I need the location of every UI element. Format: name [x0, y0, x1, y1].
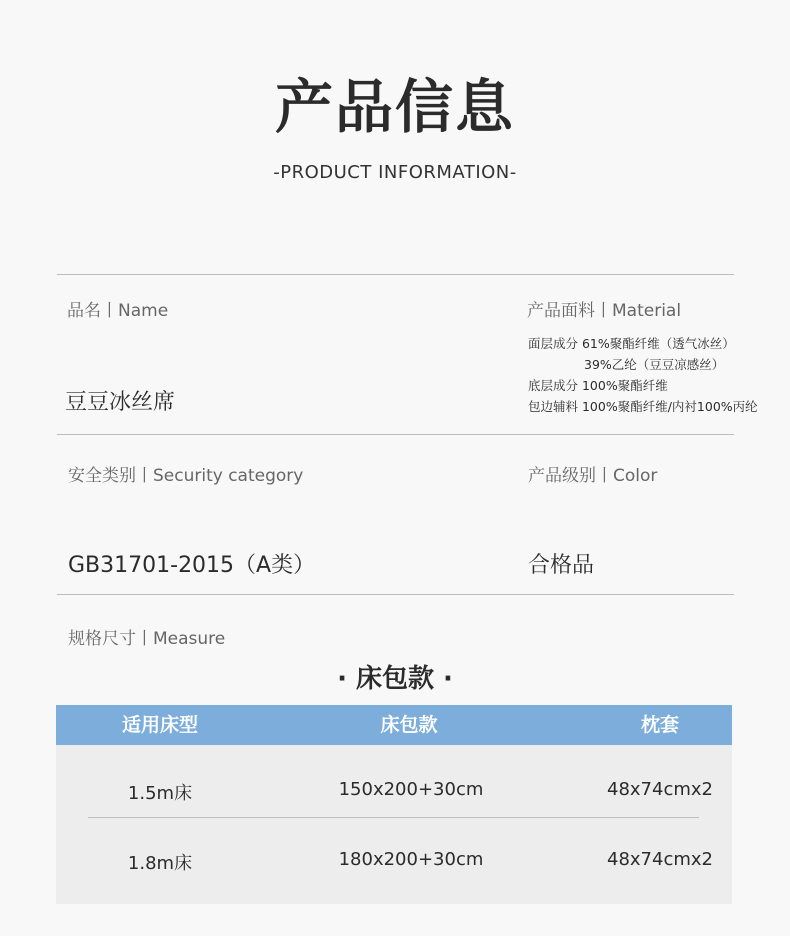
- page-subtitle: -PRODUCT INFORMATION-: [273, 162, 517, 183]
- name-value: 豆豆冰丝席: [65, 390, 176, 415]
- security-value: GB31701-2015（A类）: [68, 553, 316, 578]
- column-header: 适用床型: [121, 714, 198, 736]
- table-cell: 48x74cmx2: [607, 779, 713, 800]
- divider: [57, 434, 734, 435]
- page-title: 产品信息: [274, 73, 515, 141]
- grade-label: 产品级别丨Color: [528, 466, 658, 486]
- table-cell: 180x200+30cm: [338, 849, 484, 870]
- table-cell: 1.8m床: [127, 853, 193, 874]
- material-line: 包边辅料 100%聚酯纤维/内衬100%丙纶: [528, 399, 758, 414]
- divider: [57, 274, 734, 275]
- material-line: 底层成分 100%聚酯纤维: [528, 378, 668, 393]
- table-cell: 1.5m床: [127, 783, 193, 804]
- table-header: [56, 705, 732, 745]
- column-header: 床包款: [380, 714, 438, 736]
- table-cell: 48x74cmx2: [607, 849, 713, 870]
- security-label: 安全类别丨Security category: [68, 466, 304, 486]
- grade-value: 合格品: [528, 553, 595, 578]
- column-header: 枕套: [640, 714, 679, 736]
- name-label: 品名丨Name: [67, 301, 169, 321]
- size-table: [56, 705, 732, 904]
- divider: [57, 594, 734, 595]
- material-label: 产品面料丨Material: [527, 301, 682, 321]
- material-line: 面层成分 61%聚酯纤维（透气冰丝）: [528, 336, 735, 351]
- row-divider: [88, 817, 699, 818]
- table-cell: 150x200+30cm: [338, 779, 484, 800]
- section-title: · 床包款 ·: [337, 664, 453, 694]
- measure-label: 规格尺寸丨Measure: [68, 629, 226, 649]
- material-line: 39%乙纶（豆豆凉感丝）: [584, 357, 725, 372]
